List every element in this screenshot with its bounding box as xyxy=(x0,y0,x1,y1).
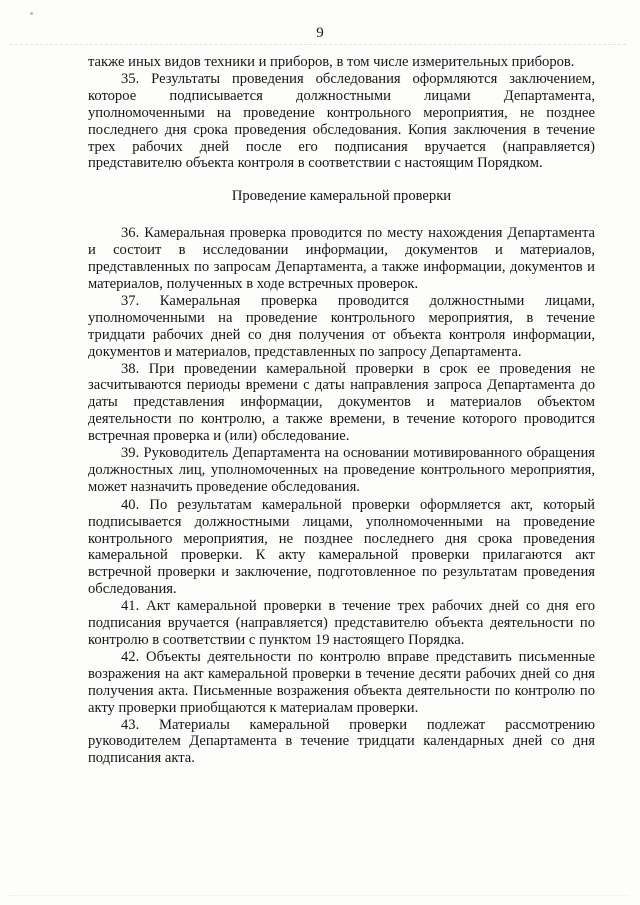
paragraph-continuation: также иных видов техники и приборов, в том числе измерительных приборов. xyxy=(88,54,575,70)
document-body xyxy=(88,54,595,767)
paragraph-42: 42. Объекты деятельности по контролю вправе представить письменные возражения на акт камеральной проверки в течение десяти рабочих дней со дня получения акта. Письменные возражения объекта деятельности по контролю по акту проверки приобщаются к материалам проверки. xyxy=(88,648,595,716)
paragraph-43: 43. Материалы камеральной проверки подлежат рассмотрению руководителем Департамента в течение тридцати календарных дней со дня подписания акта. xyxy=(88,716,595,767)
paragraph-39: 39. Руководитель Департамента на основании мотивированного обращения должностных лиц, уполномоченных на проведение контрольного мероприятия, может назначить проведение обследования. xyxy=(88,445,595,495)
paragraph-35: 35. Результаты проведения обследования оформляются заключением, которое подписывается должностными лицами Департамента, уполномоченными на проведение контрольного мероприятия, не позднее последнего дня срока проведения обследования. Копия заключения в течение трех рабочих дней после его подписания вручается (направляется) представителю объекта контроля в соответствии с настоящим Порядком. xyxy=(88,70,595,172)
page-number: 9 xyxy=(316,25,324,41)
section-heading: Проведение камеральной проверки xyxy=(231,188,452,205)
paragraph-37: 37. Камеральная проверка проводится должностными лицами, уполномоченными на проведение контрольного мероприятия, в течение тридцати рабочих дней со дня получения от объекта контроля информации, документов и материалов, представленных по запросу Департамента. xyxy=(88,292,595,360)
scan-artifact-line xyxy=(10,44,626,45)
scan-mark xyxy=(30,12,33,15)
scan-artifact-bottom xyxy=(8,895,628,896)
paragraph-36: 36. Камеральная проверка проводится по месту нахождения Департамента и состоит в исследовании информации, документов и материалов, представленных по запросам Департамента, а также информации, документов и материалов, полученных в ходе встречных проверок. xyxy=(88,225,595,292)
paragraph-41: 41. Акт камеральной проверки в течение трех рабочих дней со дня его подписания вручается (направляется) представителю объекта деятельности по контролю в соответствии с пунктом 19 настоящего Порядка. xyxy=(88,598,595,648)
paragraph-38: 38. При проведении камеральной проверки в срок ее проведения не засчитываются периоды времени с даты направления запроса Департамента до даты представления информации, документов и материалов объектом деятельности по контролю, а также времени, в течение которого проводится встречная проверка и (или) обследование. xyxy=(88,360,595,445)
paragraph-40: 40. По результатам камеральной проверки оформляется акт, который подписывается должностными лицами, уполномоченными на проведение контрольного мероприятия, не позднее последнего дня срока проведения камеральной проверки. К акту камеральной проверки прилагаются акт встречной проверки и заключение, подготовленное по результатам проведения обследования. xyxy=(88,496,595,598)
